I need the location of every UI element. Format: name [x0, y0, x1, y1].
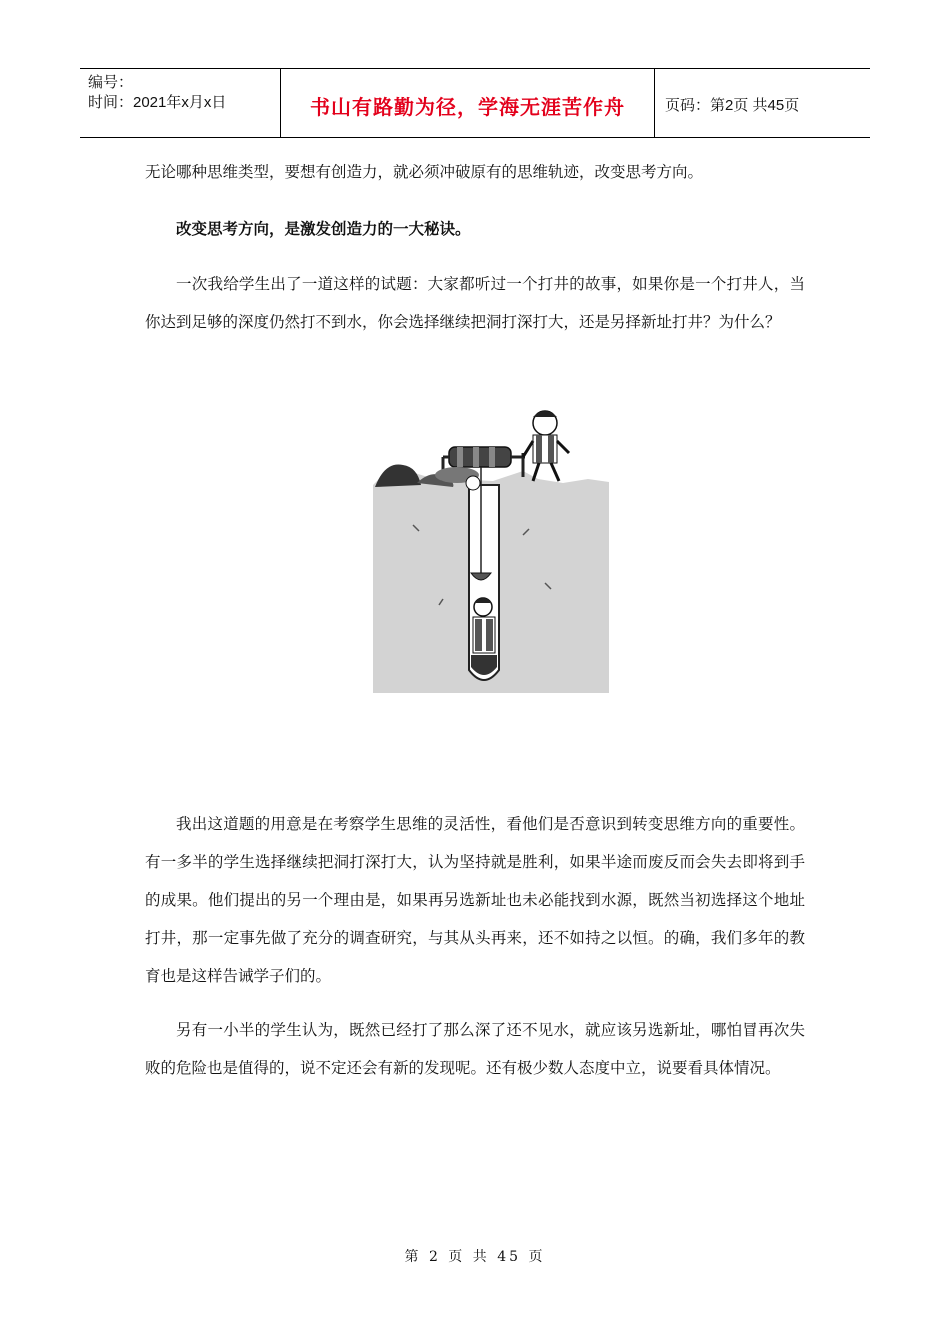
well-digging-illustration — [373, 405, 609, 693]
number-label: 编号： — [88, 74, 134, 91]
paragraph-analysis: 我出这道题的用意是在考察学生思维的灵活性，看他们是否意识到转变思维方向的重要性。有一多半的学生选择继续把洞打深打大，认为坚持就是胜利，如果半途而废反而会失去即将到手的成果。他们提出的另一个理由是，如果再另选新址也未必能找到水源，既然当初选择这个地址打井，那一定事先做了充分的调查研究，与其从头再来，还不如持之以恒。的确，我们多年的教育也是这样告诫学子们的。 — [145, 815, 805, 985]
paragraph-question: 一次我给学生出了一道这样的试题：大家都听过一个打井的故事，如果你是一个打井人，当你达到足够的深度仍然打不到水，你会选择继续把洞打深打大，还是另择新址打井？为什么？ — [145, 275, 805, 331]
header-motto-cell — [281, 69, 655, 137]
page-info: 页码：第2页 共45页 — [665, 97, 800, 114]
well-cartoon — [373, 405, 609, 693]
paragraph-key-point: 改变思考方向，是激发创造力的一大秘诀。 — [176, 219, 471, 238]
motto: 书山有路勤为径，学海无涯苦作舟 — [310, 95, 625, 119]
paragraph-minority: 另有一小半的学生认为，既然已经打了那么深了还不见水，就应该另选新址，哪怕冒再次失败的危险也是值得的，说不定还会有新的发现呢。还有极少数人态度中立，说要看具体情况。 — [145, 1021, 805, 1077]
time-label: 时间：2021年x月x日 — [88, 94, 227, 111]
paragraph-intro: 无论哪种思维类型，要想有创造力，就必须冲破原有的思维轨迹，改变思考方向。 — [145, 163, 704, 181]
page-footer: 第 2 页 共 45 页 — [404, 1249, 546, 1265]
header-page-cell — [655, 69, 870, 137]
page-header — [80, 68, 870, 138]
header-meta — [80, 69, 281, 137]
